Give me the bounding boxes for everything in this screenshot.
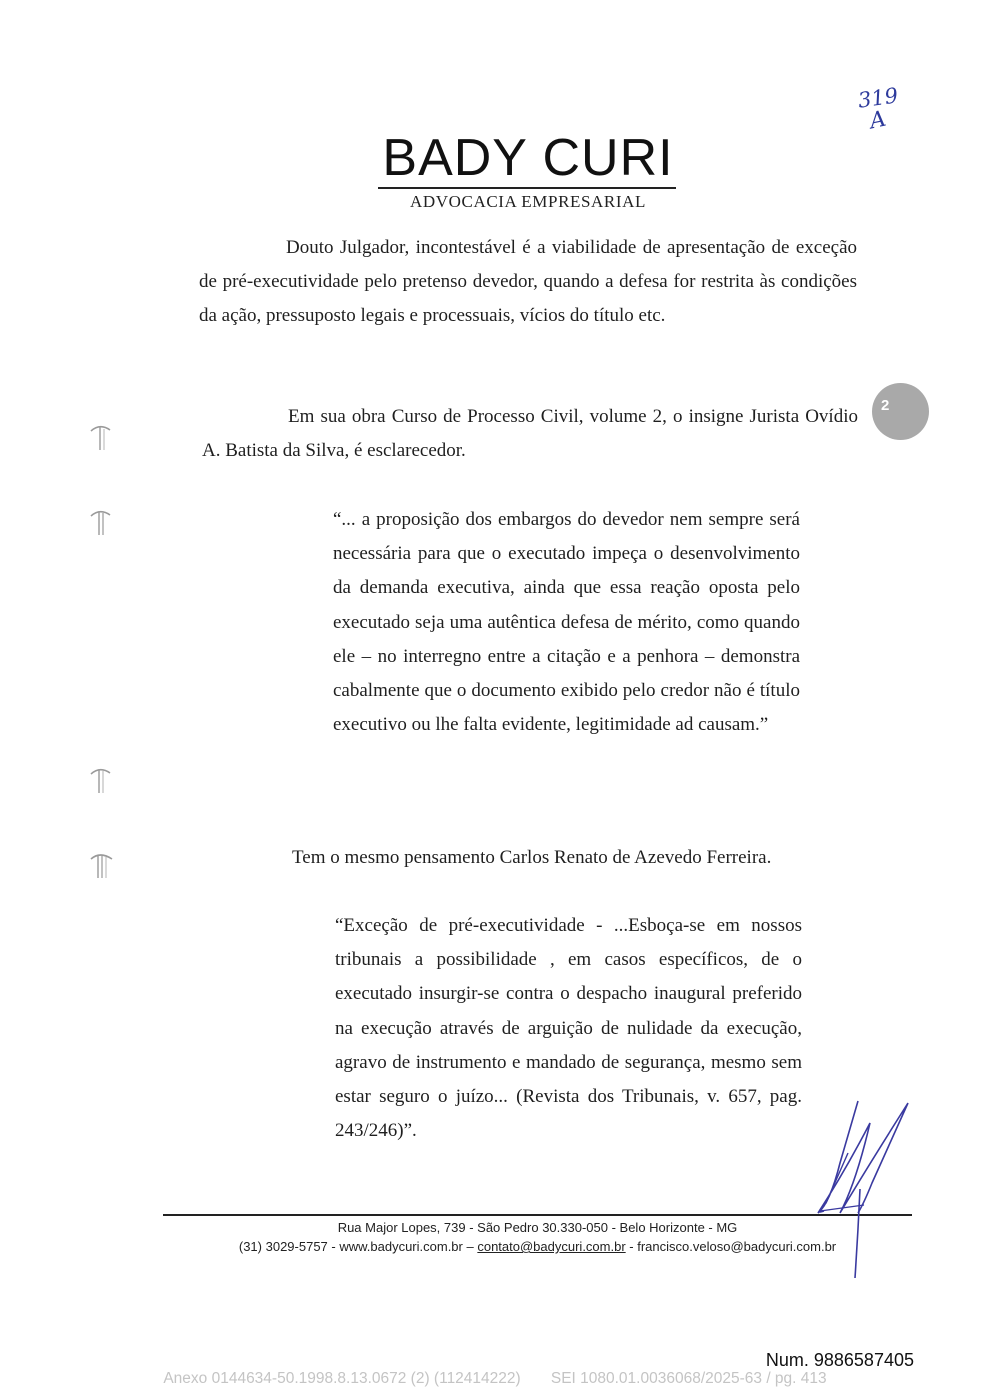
handwritten-initial: A: [867, 106, 889, 135]
page-badge: [872, 383, 929, 440]
stamp-annex: Anexo 0144634-50.1998.8.13.0672 (2) (112414222): [163, 1370, 521, 1387]
punch-mark-icon: [88, 420, 118, 452]
paragraph-second-citation: Tem o mesmo pensamento Carlos Renato de Azevedo Ferreira.: [292, 847, 772, 868]
footer-email-link[interactable]: contato@badycuri.com.br: [477, 1239, 626, 1254]
footer-phone-site: (31) 3029-5757 - www.badycuri.com.br –: [238, 1239, 474, 1254]
handwritten-number: 319: [856, 83, 900, 113]
punch-mark-icon: [88, 505, 118, 537]
paragraph-intro: Douto Julgador, incontestável é a viabilidade de apresentação de exceção de pré-executividade pelo pretenso devedor, quando a defesa for restrita às condições da ação, pressuposto legais e processuais, vícios do título etc.: [199, 237, 857, 327]
stamp-sei: SEI 1080.01.0036068/2025-63 / pg. 413: [550, 1370, 827, 1387]
paragraph-citation-intro: Em sua obra Curso de Processo Civil, volume 2, o insigne Jurista Ovídio A. Batista da Silva, é esclarecedor.: [202, 406, 858, 462]
letterhead-tagline: ADVOCACIA EMPRESARIAL: [410, 192, 646, 211]
letterhead-divider: [378, 187, 676, 189]
letterhead-brand: BADY CURI: [382, 129, 674, 187]
footer-email-francisco: - francisco.veloso@badycuri.com.br: [629, 1239, 837, 1254]
footer-address: Rua Major Lopes, 739 - São Pedro 30.330-050 - Belo Horizonte - MG: [337, 1220, 738, 1235]
block-quote-ferreira: “Exceção de pré-executividade - ...Esboça-se em nossos tribunais a possibilidade , em casos específicos, de o executado insurgir-se contra o despacho inaugural preferido na execução através de arguição de nulidade da execução, agravo de instrumento e mandado de segurança, mesmo sem estar seguro o juízo... (Revista dos Tribunais, v. 657, pag. 243/246)”.: [335, 915, 802, 1142]
signature-mark: [800, 1093, 930, 1283]
system-stamp: [120, 1370, 870, 1388]
document-number: Num. 9886587405: [765, 1350, 914, 1370]
punch-mark-icon: [88, 763, 118, 795]
page-badge-number: 2: [881, 397, 890, 414]
punch-mark-icon: [88, 848, 118, 880]
handwritten-page-number: [848, 83, 918, 142]
block-quote-silva: “... a proposição dos embargos do devedor nem sempre será necessária para que o executado impeça o desenvolvimento da demanda executiva, ainda que essa reação oposta pelo executado seja uma autêntica defesa de mérito, como quando ele – no interregno entre a citação e a penhora – demonstra cabalmente que o documento exibido pelo credor não é título executivo ou lhe falta evidente, legitimidade ad causam.”: [333, 509, 800, 736]
